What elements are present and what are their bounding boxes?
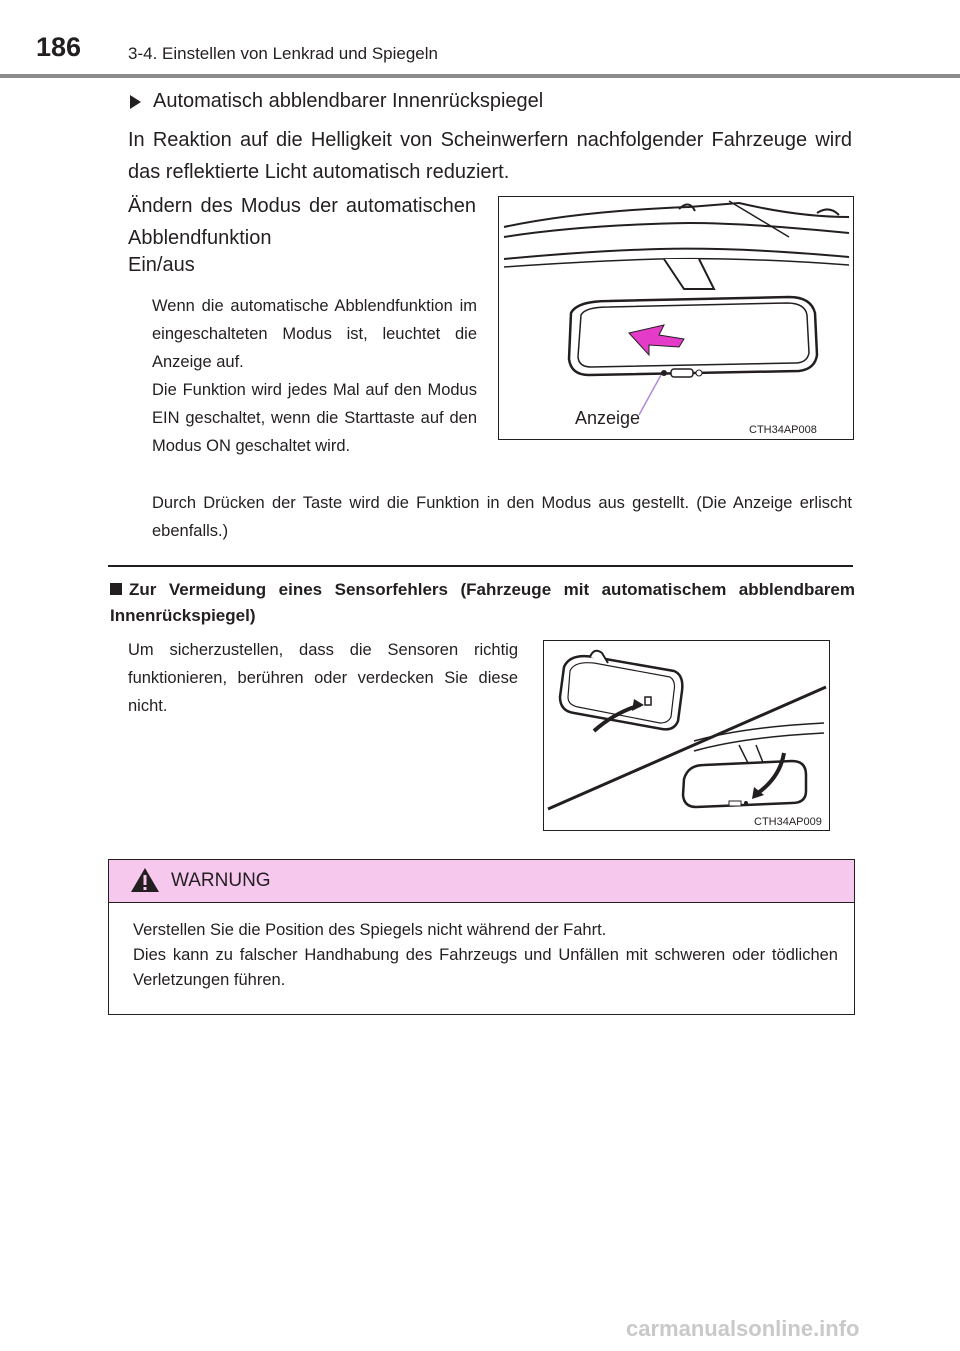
figure2-code: CTH34AP009 xyxy=(754,816,822,828)
sensor-heading xyxy=(110,577,855,629)
figure-mirror-indicator xyxy=(498,196,854,440)
sensor-text: Um sicherzustellen, dass die Sensoren richtig funktionieren, berühren oder verdecken Sie diese nicht. xyxy=(128,641,518,715)
section-separator xyxy=(108,565,853,567)
note-off: Durch Drücken der Taste wird die Funktion in den Modus aus gestellt. (Die Anzeige erlischt ebenfalls.) xyxy=(152,494,852,540)
mode-heading: Ändern des Modus der automatischen Abblendfunktion xyxy=(128,195,476,249)
warning-title: WARNUNG xyxy=(171,870,271,891)
figure-mirror-sensors xyxy=(543,640,830,831)
warning-text xyxy=(133,918,838,993)
intro-paragraph: In Reaktion auf die Helligkeit von Scheinwerfern nachfolgender Fahrzeuge wird das reflektierte Licht automatisch reduziert. xyxy=(128,129,852,183)
triangle-bullet-icon xyxy=(130,95,141,109)
on-off-heading: Ein/aus xyxy=(128,254,195,276)
sensor-illustration xyxy=(544,641,829,830)
note-indicator: Wenn die automatische Abblendfunktion im eingeschalteten Modus ist, leuchtet die Anzeige auf. xyxy=(152,297,477,371)
header-rule xyxy=(0,74,960,78)
footer-watermark: carmanualsonline.info xyxy=(626,1316,860,1341)
note-start-button: Die Funktion wird jedes Mal auf den Modus EIN geschaltet, wenn die Starttaste auf den Modus ON geschaltet wird. xyxy=(152,381,477,455)
warning-triangle-icon xyxy=(129,866,161,894)
figure1-code: CTH34AP008 xyxy=(749,424,817,436)
square-bullet-icon xyxy=(110,583,122,595)
section-heading-text: Automatisch abblendbarer Innenrückspiegel xyxy=(153,90,544,112)
warning-line-1: Verstellen Sie die Position des Spiegels nicht während der Fahrt. xyxy=(133,921,607,939)
sensor-heading-text: Zur Vermeidung eines Sensorfehlers (Fahrzeuge mit automatischem abblendbarem Innenrückspiegel) xyxy=(110,580,855,625)
page-number: 186 xyxy=(36,32,82,62)
chapter-title: 3-4. Einstellen von Lenkrad und Spiegeln xyxy=(128,44,438,63)
mirror-illustration xyxy=(499,197,853,439)
warning-box xyxy=(108,859,855,1015)
warning-header xyxy=(109,860,854,903)
section-heading xyxy=(130,90,543,113)
indicator-label: Anzeige xyxy=(575,408,641,428)
warning-line-2: Dies kann zu falscher Handhabung des Fahrzeugs und Unfällen mit schweren oder tödlichen Verletzungen führen. xyxy=(133,946,838,989)
